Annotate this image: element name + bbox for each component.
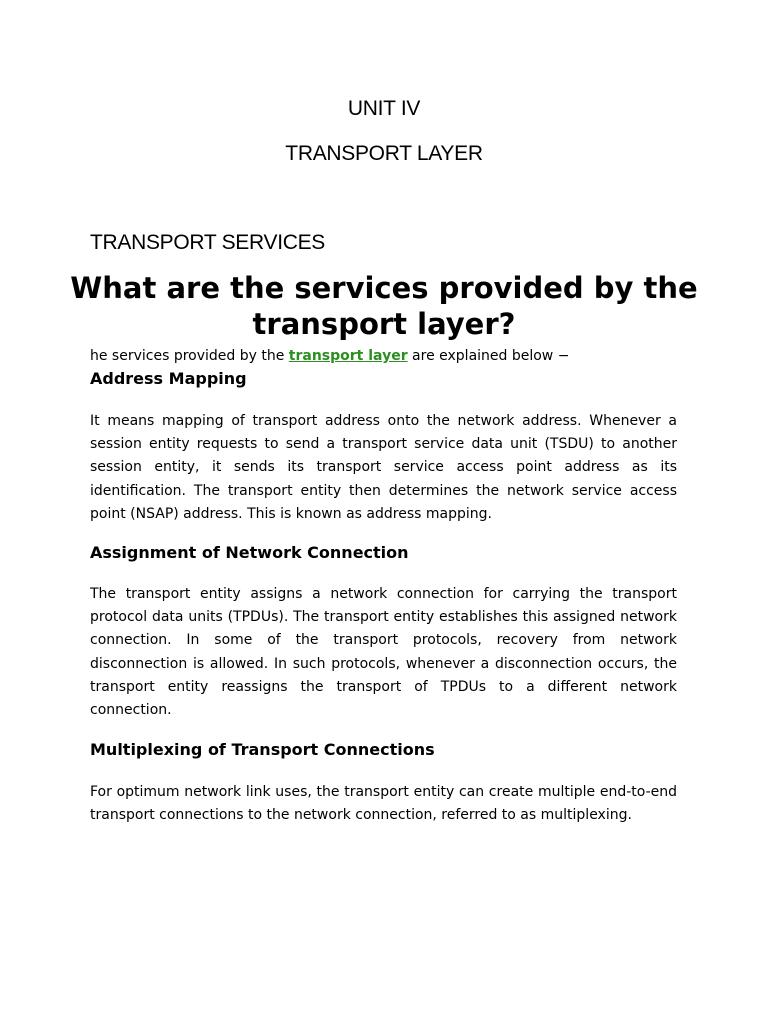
question-heading: What are the services provided by the transport layer? (70, 271, 698, 341)
intro-text-after: are explained below − (407, 348, 570, 364)
network-connection-text: The transport entity assigns a network connection for carrying the transport protocol data units (TPDUs). The transport entity establishes this assigned network connection. In some of the transport protocols, recovery from network disconnection is allowed. In such protocols, whenever a disconnection occurs, the transport entity reassigns the transport of TPDUs to a different network connection. (90, 586, 677, 719)
intro-text-before: he services provided by the (90, 348, 289, 364)
transport-layer-link[interactable]: transport layer (288, 348, 408, 364)
address-mapping-heading: Address Mapping (90, 369, 247, 388)
unit-title: UNIT IV (347, 97, 421, 120)
multiplexing-text: For optimum network link uses, the transport entity can create multiple end-to-end transport connections to the network connection, referred to as multiplexing. (90, 784, 677, 824)
section-heading: TRANSPORT SERVICES (90, 231, 326, 254)
address-mapping-text: It means mapping of transport address onto the network address. Whenever a session entity requests to send a transport service data unit (TSDU) to another session entity, it sends its transport service access point address as its identification. The transport entity then determines the network service access point (NSAP) address. This is known as address mapping. (90, 413, 677, 522)
network-connection-heading: Assignment of Network Connection (90, 543, 409, 562)
layer-title: TRANSPORT LAYER (285, 142, 483, 165)
intro-line (90, 348, 569, 364)
multiplexing-heading: Multiplexing of Transport Connections (90, 740, 435, 759)
